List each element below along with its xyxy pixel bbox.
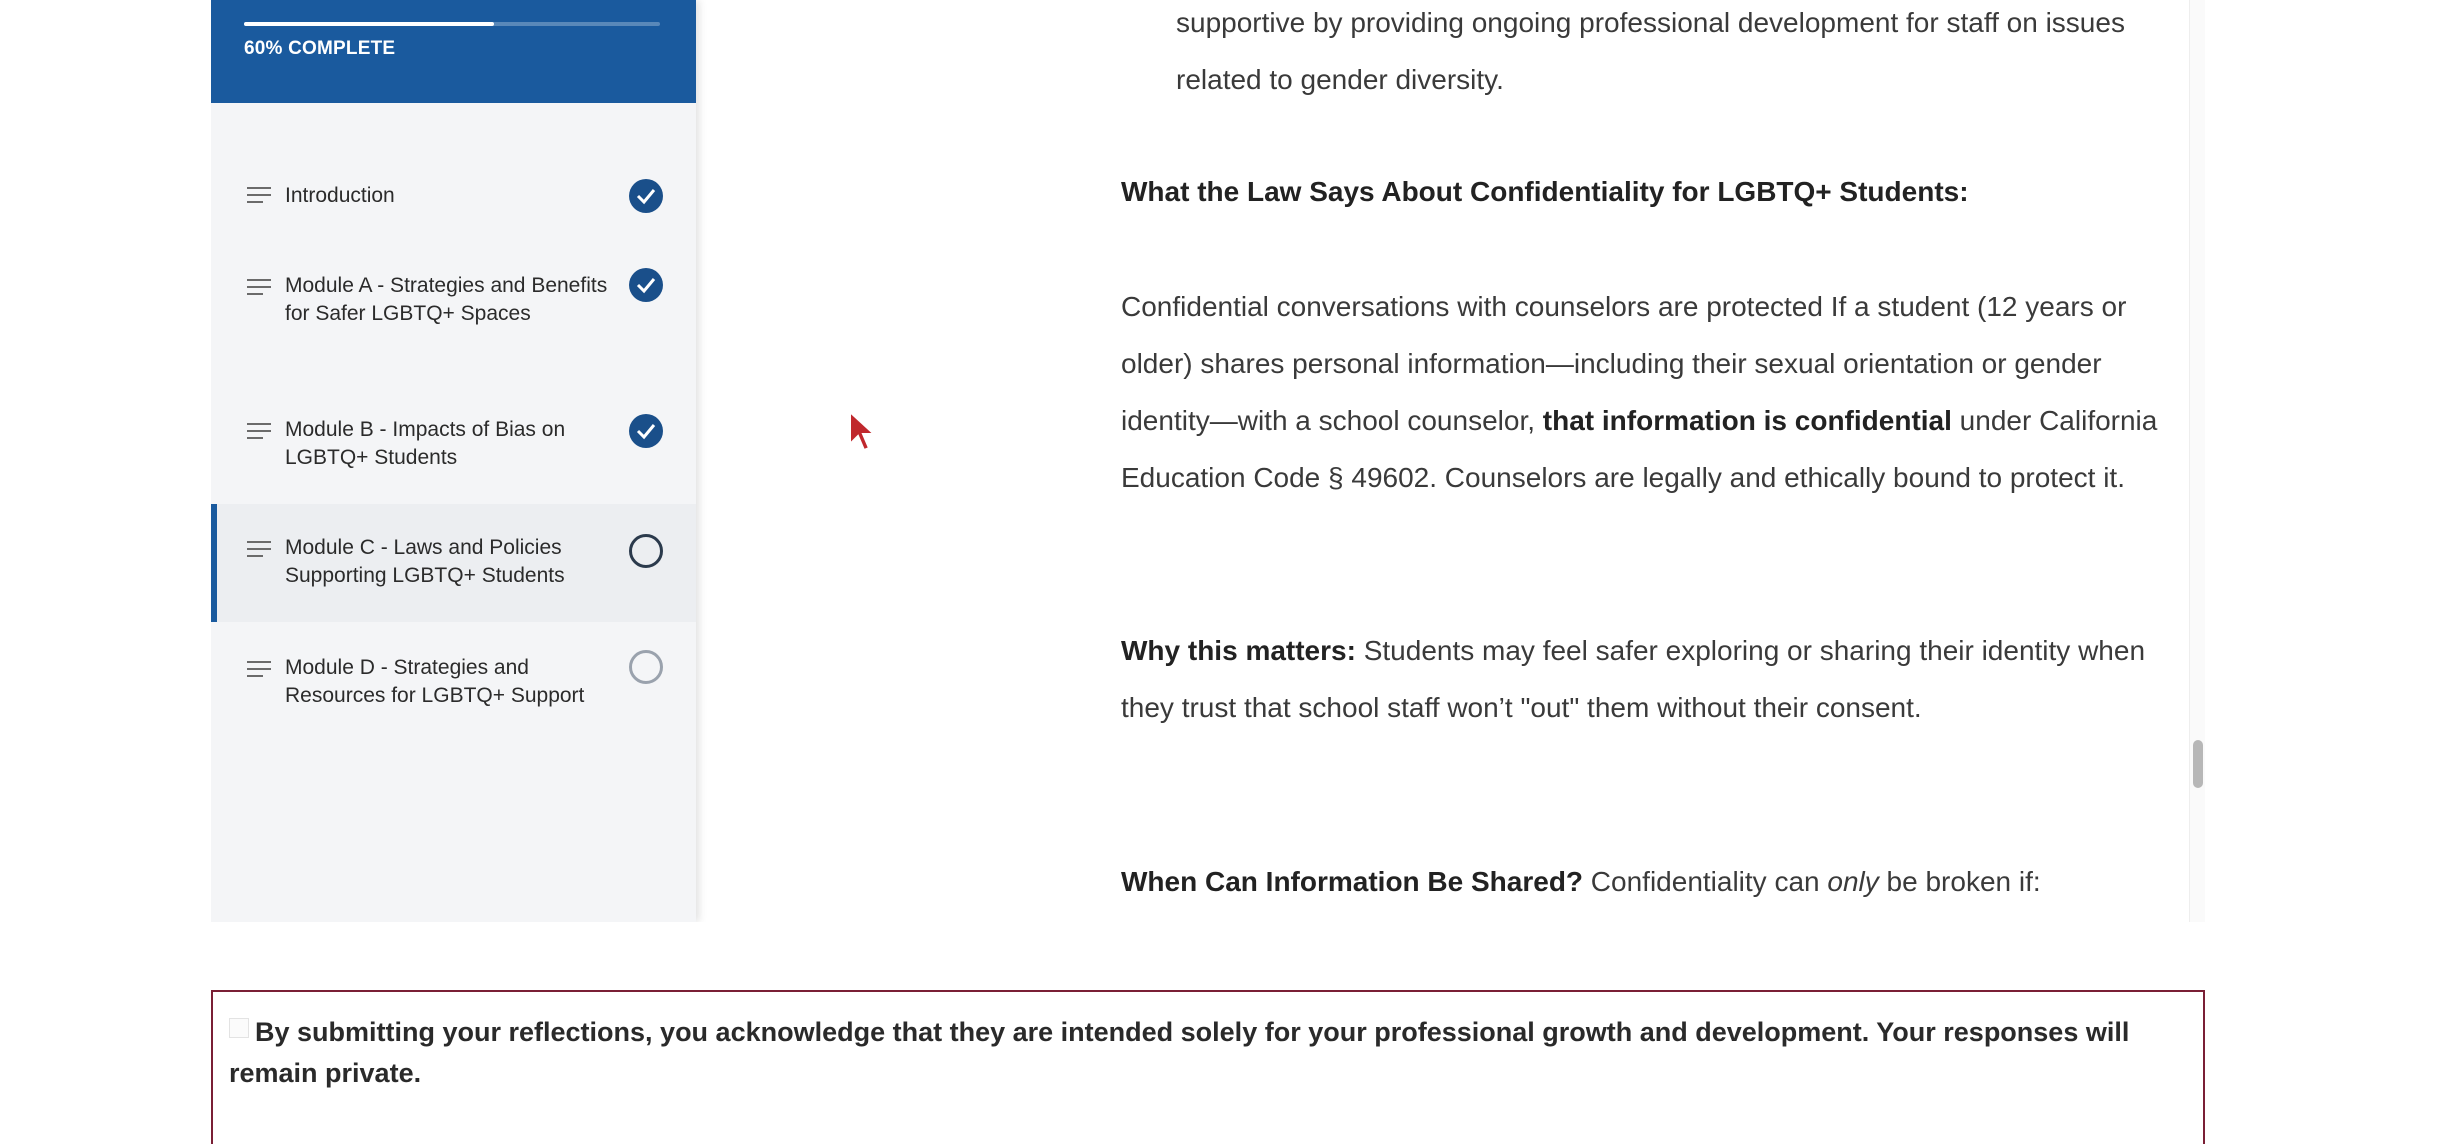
sidebar-item-module-d[interactable] xyxy=(211,648,696,718)
lesson-content xyxy=(696,0,2189,922)
progress-header xyxy=(211,0,696,103)
law-paragraph-text-end: under California Education Code § 49602. Counselors are legally and ethically bound to protect it. xyxy=(1121,405,2158,493)
lesson-sidebar xyxy=(211,0,696,922)
mouse-cursor-icon xyxy=(848,410,878,454)
check-icon xyxy=(629,414,663,448)
acknowledgement-text: By submitting your reflections, you acknowledge that they are intended solely for your professional growth and development. Your responses will remain private. xyxy=(229,1017,2130,1088)
law-paragraph xyxy=(1121,278,2181,506)
course-shell xyxy=(211,0,2205,922)
lesson-title: Module D - Strategies and Resources for LGBTQ+ Support xyxy=(285,656,585,707)
check-icon xyxy=(629,268,663,302)
lesson-menu-icon xyxy=(247,660,271,678)
lesson-menu-icon xyxy=(247,186,271,204)
law-heading: What the Law Says About Confidentiality for LGBTQ+ Students: xyxy=(1121,176,1969,207)
lesson-menu-icon xyxy=(247,540,271,558)
why-matters-text: Students may feel safer exploring or sharing their identity when they trust that school staff won’t "out" them without their consent. xyxy=(1121,635,2146,723)
progress-bar xyxy=(244,22,660,26)
lesson-menu-icon xyxy=(247,278,271,296)
sidebar-item-module-c[interactable] xyxy=(211,504,696,622)
bullet-continuation: supportive by providing ongoing professional development for staff on issues related to gender diversity. xyxy=(1176,7,2125,95)
check-icon xyxy=(629,179,663,213)
lesson-menu-icon xyxy=(247,422,271,440)
law-paragraph-text: Confidential conversations with counselors are protected If a student (12 years or older) shares personal information—including their sexual orientation or gender identity—with a school counselor, xyxy=(1121,291,2127,436)
progress-label: 60% COMPLETE xyxy=(244,38,396,59)
empty-circle-icon xyxy=(629,650,663,684)
lesson-title: Module C - Laws and Policies Supporting LGBTQ+ Students xyxy=(285,536,565,587)
progress-bar-fill xyxy=(244,22,494,26)
sidebar-item-module-a[interactable] xyxy=(211,258,696,354)
when-shared-label: When Can Information Be Shared? xyxy=(1121,866,1584,897)
acknowledgement-box xyxy=(211,990,2205,1144)
lesson-title: Introduction xyxy=(285,184,395,207)
why-matters-label: Why this matters: xyxy=(1121,635,1356,666)
sidebar-item-module-b[interactable] xyxy=(211,404,696,474)
in-progress-circle-icon xyxy=(629,534,663,568)
when-shared-paragraph xyxy=(1121,853,2181,910)
lesson-title: Module B - Impacts of Bias on LGBTQ+ Students xyxy=(285,418,566,469)
when-shared-emphasis: only xyxy=(1827,866,1879,897)
lesson-title: Module A - Strategies and Benefits for Safer LGBTQ+ Spaces xyxy=(285,274,608,325)
scrollbar-thumb[interactable] xyxy=(2193,740,2203,788)
sidebar-item-introduction[interactable] xyxy=(211,170,696,222)
why-matters-paragraph xyxy=(1121,622,2181,736)
when-shared-text: Confidentiality can xyxy=(1583,866,1828,897)
content-scrollbar[interactable] xyxy=(2189,0,2205,922)
when-shared-text-end: be broken if: xyxy=(1878,866,2041,897)
law-paragraph-bold: that information is confidential xyxy=(1542,405,1952,436)
